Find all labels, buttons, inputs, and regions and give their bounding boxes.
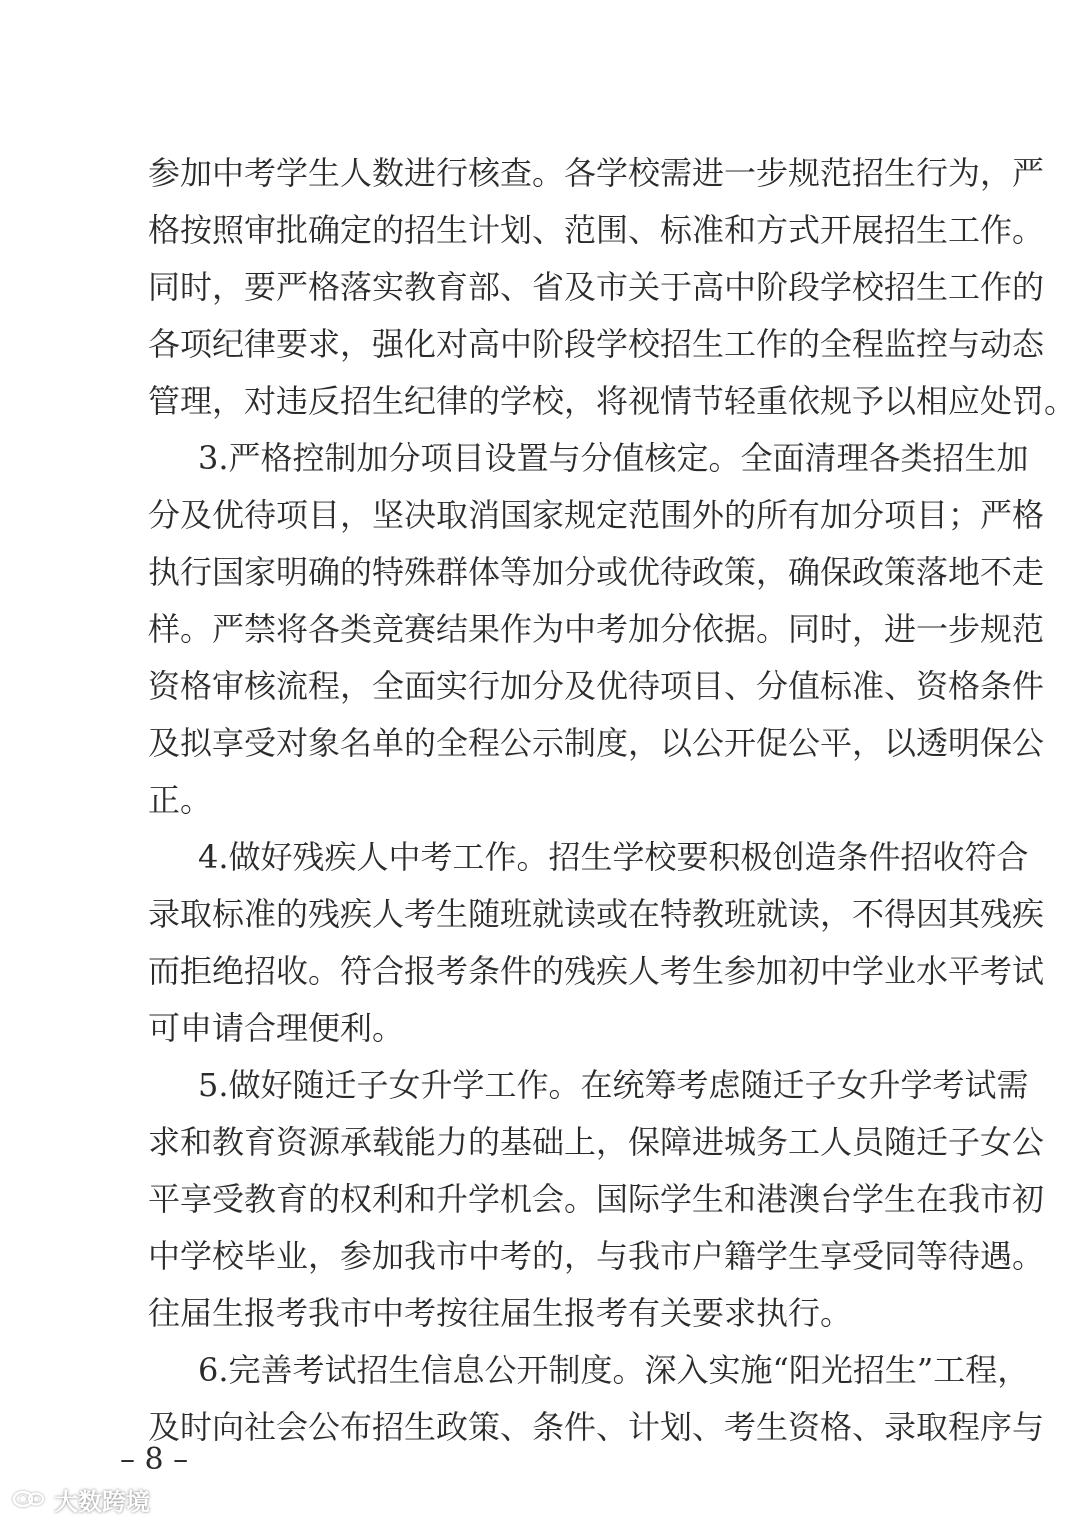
text-line: 及拟享受对象名单的全程公示制度，以公开促公平，以透明保公 (148, 724, 1045, 762)
text-line: 6.完善考试招生信息公开制度。深入实施“阳光招生”工程， (198, 1351, 1030, 1389)
text-line: 中学校毕业，参加我市中考的，与我市户籍学生享受同等待遇。 (148, 1237, 1045, 1275)
eye-logo-icon (12, 1487, 46, 1511)
text-line: 正。 (148, 781, 213, 819)
text-line: 同时，要严格落实教育部、省及市关于高中阶段学校招生工作的 (148, 268, 1045, 306)
text-line: 5.做好随迁子女升学工作。在统筹考虑随迁子女升学考试需 (198, 1066, 1029, 1104)
text-line: 样。严禁将各类竞赛结果作为中考加分依据。同时，进一步规范 (148, 610, 1045, 648)
text-line: 参加中考学生人数进行核查。各学校需进一步规范招生行为，严 (148, 154, 1045, 192)
text-line: 资格审核流程，全面实行加分及优待项目、分值标准、资格条件 (148, 667, 1045, 705)
text-line: 平享受教育的权利和升学机会。国际学生和港澳台学生在我市初 (148, 1180, 1045, 1218)
text-line: 4.做好残疾人中考工作。招生学校要积极创造条件招收符合 (198, 838, 1029, 876)
watermark (12, 1482, 150, 1516)
text-line: 格按照审批确定的招生计划、范围、标准和方式开展招生工作。 (148, 211, 1045, 249)
text-line: 分及优待项目，坚决取消国家规定范围外的所有加分项目；严格 (148, 496, 1045, 534)
text-line: 各项纪律要求，强化对高中阶段学校招生工作的全程监控与动态 (148, 325, 1045, 363)
text-line: 3.严格控制加分项目设置与分值核定。全面清理各类招生加 (198, 439, 1029, 477)
text-line: 执行国家明确的特殊群体等加分或优待政策，确保政策落地不走 (148, 553, 1045, 591)
text-line: 管理，对违反招生纪律的学校，将视情节轻重依规予以相应处罚。 (148, 382, 1077, 420)
text-line: 往届生报考我市中考按往届生报考有关要求执行。 (148, 1294, 853, 1332)
text-line: 录取标准的残疾人考生随班就读或在特教班就读，不得因其残疾 (148, 895, 1045, 933)
page-number: – 8 – (120, 1442, 189, 1477)
text-line: 可申请合理便利。 (148, 1009, 405, 1047)
text-line: 及时向社会公布招生政策、条件、计划、考生资格、录取程序与 (148, 1408, 1045, 1446)
watermark-text: 大数跨境 (54, 1487, 150, 1516)
text-line: 而拒绝招收。符合报考条件的残疾人考生参加初中学业水平考试 (148, 952, 1045, 990)
text-line: 求和教育资源承载能力的基础上，保障进城务工人员随迁子女公 (148, 1123, 1045, 1161)
